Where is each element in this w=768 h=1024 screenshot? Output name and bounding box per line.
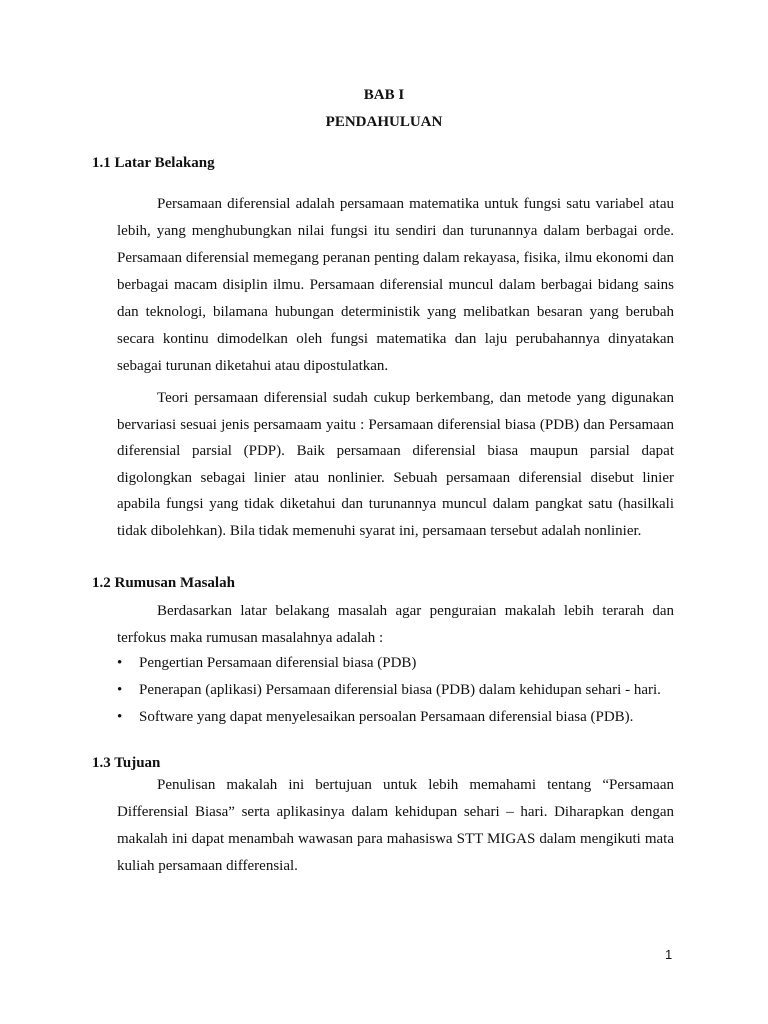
chapter-subtitle: PENDAHULUAN [325,114,443,130]
page-number: 1 [665,947,673,962]
section-heading-tujuan: 1.3 Tujuan [92,755,161,771]
paragraph-rumusan-intro: Berdasarkan latar belakang masalah agar penguraian makalah lebih terarah dan terfokus maka rumusan masalahnya adalah : [117,603,674,646]
paragraph-tujuan: Penulisan makalah ini bertujuan untuk lebih memahami tentang “Persamaan Differensial Biasa” serta aplikasinya dalam kehidupan sehari – hari. Diharapkan dengan makalah ini dapat menambah wawasan para mahasiswa STT MIGAS dalam mengikuti mata kuliah persamaan differensial. [117,777,674,874]
section-heading-rumusan-masalah: 1.2 Rumusan Masalah [92,575,235,591]
paragraph-latar-1: Persamaan diferensial adalah persamaan matematika untuk fungsi satu variabel atau lebih, yang menghubungkan nilai fungsi itu sendiri dan turunannya dalam berbagai orde. Persamaan diferensial memegang peranan penting dalam rekayasa, fisika, ilmu ekonomi dan berbagai macam disiplin ilmu. Persamaan diferensial muncul dalam berbagai bidang sains dan teknologi, bilamana hubungan deterministik yang melibatkan besaran yang berubah secara kontinu dimodelkan oleh fungsi matematika dan laju perubahannya dinyatakan sebagai turunan diketahui atau dipostulatkan. [117,196,674,374]
paragraph-latar-2: Teori persamaan diferensial sudah cukup berkembang, dan metode yang digunakan bervariasi sesuai jenis persamaam yaitu : Persamaan diferensial biasa (PDB) dan Persamaan diferensial parsial (PDP). Baik persamaan diferensial biasa maupun parsial dapat digolongkan sebagai linier atau nonlinier. Sebuah persamaan diferensial disebut linier apabila fungsi yang tidak diketahui dan turunannya muncul dalam pangkat satu (hasilkali tidak dibolehkan). Bila tidak memenuhi syarat ini, persamaan tersebut adalah nonlinier. [117,390,674,539]
list-item: • Penerapan (aplikasi) Persamaan diferensial biasa (PDB) dalam kehidupan sehari - hari. [117,677,674,704]
list-item: • Software yang dapat menyelesaikan persoalan Persamaan diferensial biasa (PDB). [117,704,674,731]
section-heading-latar-belakang: 1.1 Latar Belakang [92,155,215,171]
list-item: • Pengertian Persamaan diferensial biasa (PDB) [117,650,674,677]
chapter-title: BAB I [363,87,405,103]
rumusan-list [117,650,674,731]
